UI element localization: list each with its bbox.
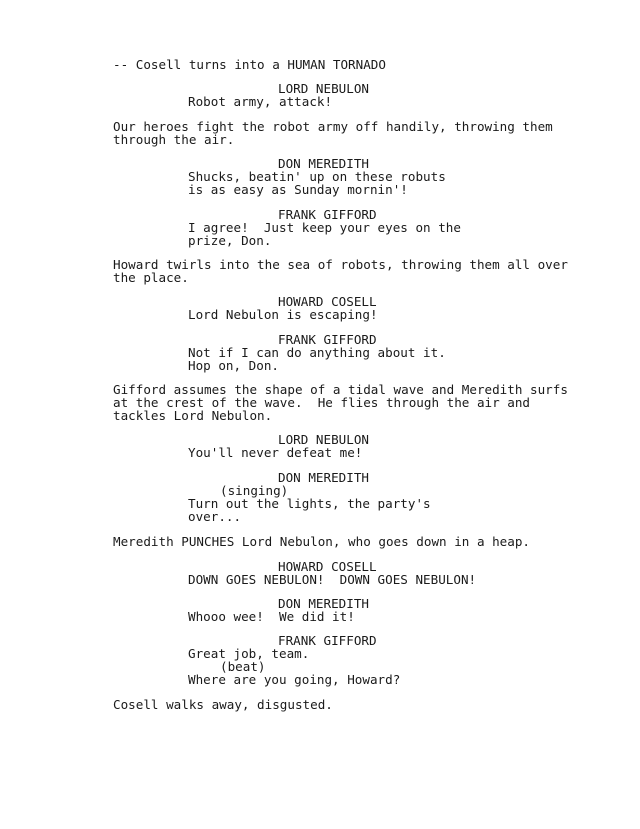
character-name: LORD NEBULON (278, 432, 369, 447)
action-line: Meredith PUNCHES Lord Nebulon, who goes down in a heap. (113, 534, 531, 549)
action-line: Our heroes fight the robot army off handily, throwing them through the air. (113, 119, 553, 147)
character-name: FRANK GIFFORD (278, 207, 377, 222)
character-name: DON MEREDITH (278, 596, 369, 611)
dialogue-line: Robot army, attack! (188, 94, 333, 109)
dialogue-line: Where are you going, Howard? (188, 672, 401, 687)
character-name: FRANK GIFFORD (278, 332, 377, 347)
character-name: DON MEREDITH (278, 470, 369, 485)
dialogue-line: You'll never defeat me! (188, 445, 363, 460)
parenthetical: (singing) (220, 483, 289, 498)
character-name: FRANK GIFFORD (278, 633, 377, 648)
action-line: Howard twirls into the sea of robots, throwing them all over the place. (113, 257, 568, 285)
action-line: Cosell walks away, disgusted. (113, 697, 333, 712)
dialogue-line: Shucks, beatin' up on these robuts is as easy as Sunday mornin'! (188, 169, 446, 197)
dialogue-line: Turn out the lights, the party's over... (188, 496, 431, 524)
dialogue-line: DOWN GOES NEBULON! DOWN GOES NEBULON! (188, 572, 477, 587)
dialogue-line: I agree! Just keep your eyes on the prize, Don. (188, 220, 461, 248)
dialogue-line: Lord Nebulon is escaping! (188, 307, 378, 322)
character-name: LORD NEBULON (278, 81, 369, 96)
action-line: Gifford assumes the shape of a tidal wave and Meredith surfs at the crest of the wave. He flies through the air and tackles Lord Nebulon. (113, 382, 568, 423)
dialogue-line: Great job, team. (188, 646, 310, 661)
action-line: -- Cosell turns into a HUMAN TORNADO (113, 57, 386, 72)
parenthetical: (beat) (220, 659, 266, 674)
character-name: DON MEREDITH (278, 156, 369, 171)
dialogue-line: Whooo wee! We did it! (188, 609, 355, 624)
character-name: HOWARD COSELL (278, 559, 377, 574)
dialogue-line: Not if I can do anything about it. Hop on, Don. (188, 345, 446, 373)
character-name: HOWARD COSELL (278, 294, 377, 309)
